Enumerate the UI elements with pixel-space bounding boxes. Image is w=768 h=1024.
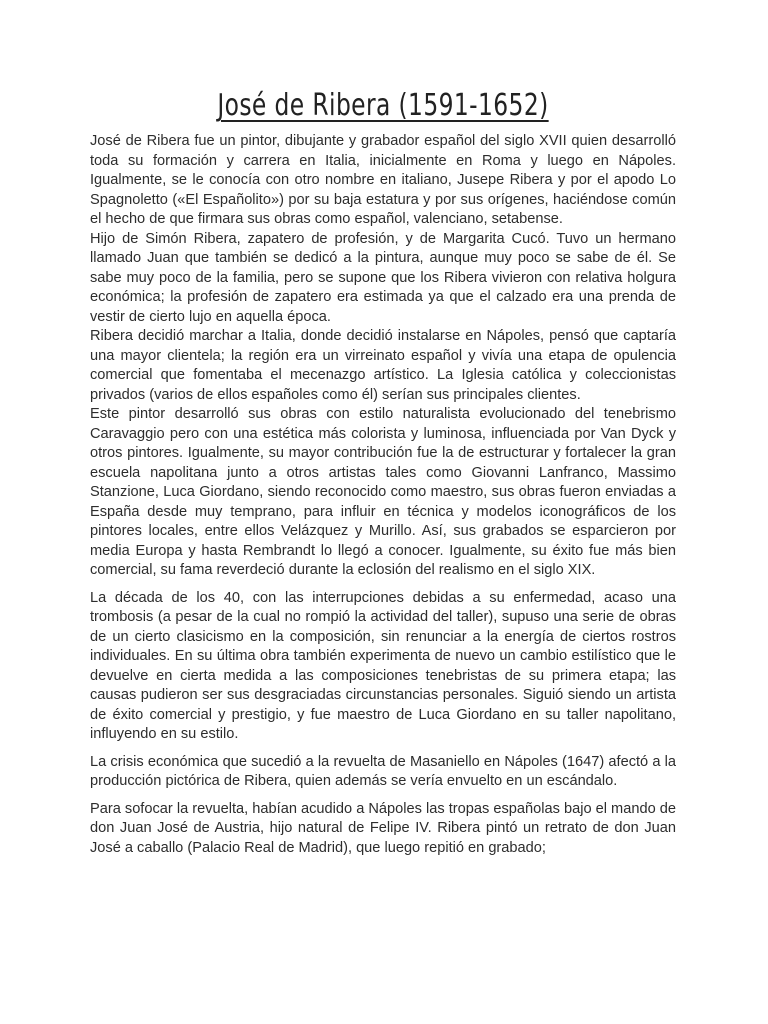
paragraph-italy: Ribera decidió marchar a Italia, donde decidió instalarse en Nápoles, pensó que captaría una mayor clientela; la región era un virreinato español y vivía una etapa de opulencia comercial que fomentaba el mecenazgo artístico. La Iglesia católica y coleccionistas privados (varios de ellos españoles como él) serían sus principales clientes. (90, 328, 676, 403)
paragraph-revolt: Para sofocar la revuelta, habían acudido a Nápoles las tropas españolas bajo el mando de don Juan José de Austria, hijo natural de Felipe IV. Ribera pintó un retrato de don Juan José a caballo (Palacio Real de Madrid), que luego repitió en grabado; (90, 800, 676, 856)
paragraph-forties: La década de los 40, con las interrupciones debidas a su enfermedad, acaso una trombosis (a pesar de la cual no rompió la actividad del taller), supuso una serie de obras de un cierto clasicismo en la composición, sin renunciar a la energía de ciertos rostros individuales. En su última obra también experimenta de nuevo un cambio estilístico que le devuelve en cierta medida a las composiciones tenebristas de su primera etapa; las causas pudieron ser sus desgraciadas circunstancias personales. Siguió siendo un artista de éxito comercial y prestigio, y fue maestro de Luca Giordano en su taller napolitano, influyendo en su estilo. (90, 589, 676, 742)
paragraph-crisis: La crisis económica que sucedió a la revuelta de Masaniello en Nápoles (1647) afectó a la producción pictórica de Ribera, quien además se vería envuelto en un escándalo. (90, 753, 676, 789)
paragraph-intro: José de Ribera fue un pintor, dibujante y grabador español del siglo XVII quien desarrolló toda su formación y carrera en Italia, inicialmente en Roma y luego en Nápoles. Igualmente, se le conocía con otro nombre en italiano, Jusepe Ribera y por el apodo Lo Spagnoletto («El Españolito») por su baja estatura y por sus orígenes, haciéndose común el hecho de que firmara sus obras como español, valenciano, setabense. (90, 133, 676, 227)
paragraph-family: Hijo de Simón Ribera, zapatero de profesión, y de Margarita Cucó. Tuvo un hermano llamado Juan que también se dedicó a la pintura, aunque muy poco se sabe de él. Se sabe muy poco de la familia, pero se supone que los Ribera vivieron con relativa holgura económica; la profesión de zapatero era estimada ya que el calzado era una prenda de vestir de cierto lujo en aquella época. (90, 230, 676, 325)
document-title: José de Ribera (1591-1652) (217, 88, 549, 123)
document-page (90, 88, 676, 858)
paragraph-style: Este pintor desarrolló sus obras con estilo naturalista evolucionado del tenebrismo Caravaggio pero con una estética más colorista y luminosa, influenciada por Van Dyck y otros pintores. Igualmente, su mayor contribución fue la de estructurar y fortalecer la gran escuela napolitana junto a otros artistas tales como Giovanni Lanfranco, Massimo Stanzione, Luca Giordano, siendo reconocido como maestro, sus obras fueron enviadas a España desde muy temprano, para influir en técnica y modelos iconográficos de los pintores locales, entre ellos Velázquez y Murillo. Así, sus grabados se esparcieron por media Europa y hasta Rembrandt lo llegó a conocer. Igualmente, su éxito fue más bien comercial, su fama reverdeció durante la eclosión del realismo en el siglo XIX. (90, 406, 676, 578)
